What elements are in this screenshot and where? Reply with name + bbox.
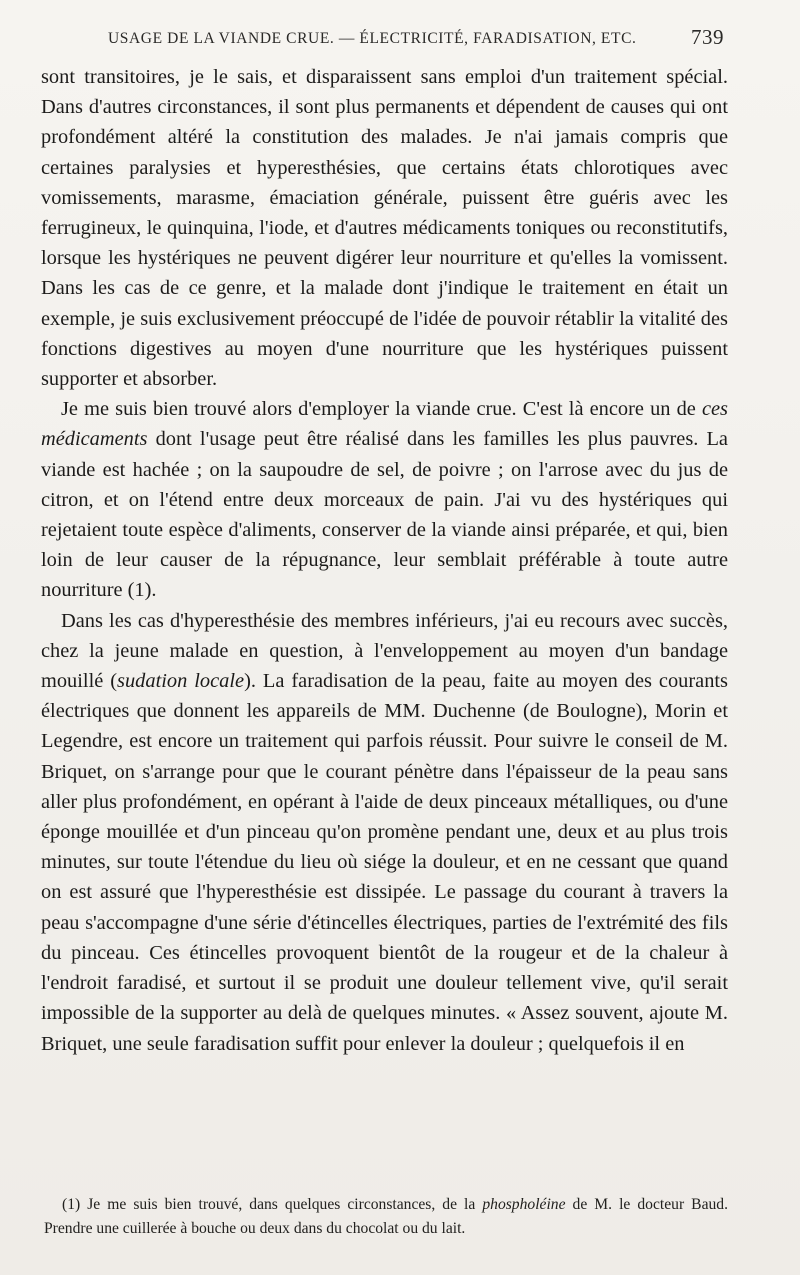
paragraph-3-emphasis: sudation locale: [117, 670, 245, 693]
running-title: USAGE DE LA VIANDE CRUE. — ÉLECTRICITÉ, FARADISATION, ETC.: [108, 30, 637, 47]
page-number: 739: [691, 25, 724, 49]
footnote-text-b: de M. le docteur Baud. Prendre une cuillerée à bouche ou deux dans du chocolat ou du lait.: [44, 1196, 728, 1237]
footnote-text-a: (1) Je me suis bien trouvé, dans quelques circonstances, de la: [62, 1196, 483, 1213]
footnote-emphasis: phospholéine: [482, 1196, 566, 1213]
paragraph-continuation: [41, 62, 728, 394]
footnote: [44, 1193, 728, 1241]
paragraph-2-text-a: Je me suis bien trouvé alors d'employer la viande crue. C'est là encore un de: [61, 398, 702, 421]
paragraph-3-text-b: ). La faradisation de la peau, faite au moyen des courants électriques que donnent les appareils de MM. Duchenne (de Boulogne), Morin et Legendre, est encore un traitement qui parfois réussit. Pour suivre le conseil de M. Briquet, on s'arrange pour que le courant pénètre dans l'épaisseur de la peau sans aller plus profondément, en opérant à l'aide de deux pinceaux métalliques, ou d'une éponge mouillée et d'un pinceau qu'on promène pendant une, deux et au plus trois minutes, sur toute l'étendue du lieu où siége la douleur, et en ne cessant que quand on est assuré que l'hyperesthésie est dissipée. Le passage du courant à travers la peau s'accompagne d'une série d'étincelles électriques, parties de l'extrémité des fils du pinceau. Ces étincelles provoquent bientôt de la rougeur et de la chaleur à l'endroit faradisé, et surtout il se produit une douleur tellement vive, qu'il serait impossible de la supporter au delà de quelques minutes. « Assez souvent, ajoute M. Briquet, une seule faradisation suffit pour enlever la douleur ; quelquefois il en: [41, 670, 728, 1055]
body-text: [41, 62, 728, 1059]
paragraph-2-text-b: dont l'usage peut être réalisé dans les familles les plus pauvres. La viande est hachée ; on la saupoudre de sel, de poivre ; on l'arrose avec du jus de citron, et on l'étend entre deux morceaux de pain. J'ai vu des hystériques qui rejetaient toute espèce d'aliments, conserver de la viande ainsi préparée, et qui, bien loin de leur causer de la répugnance, leur semblait préférable à toute autre nourriture (1).: [41, 428, 728, 602]
paragraph-1-text: sont transitoires, je le sais, et disparaissent sans emploi d'un traitement spécial. Dans d'autres circonstances, il sont plus permanents et dépendent de causes qui ont profondément altéré la constitution des malades. Je n'ai jamais compris que certaines paralysies et hyperesthésies, que certains états chlorotiques avec vomissements, marasme, émaciation générale, puissent être guéris avec les ferrugineux, le quinquina, l'iode, et d'autres médicaments toniques ou reconstitutifs, lorsque les hystériques ne peuvent digérer leur nourriture et qu'elles la vomissent. Dans les cas de ce genre, et la malade dont j'indique le traitement en était un exemple, je suis exclusivement préoccupé de l'idée de pouvoir rétablir la vitalité des fonctions digestives au moyen d'une nourriture que les hystériques puissent supporter et absorber.: [41, 66, 728, 391]
paragraph-raw-meat: [41, 394, 728, 605]
paragraph-3-text-a: Dans les cas d'hyperesthésie des membres inférieurs, j'ai eu recours avec succès, chez la jeune malade en question, à l'enveloppement au moyen d'un bandage mouillé (: [41, 609, 728, 693]
paragraph-faradisation: [41, 606, 728, 1059]
paragraph-2-emphasis: ces médicaments: [41, 398, 728, 451]
running-head: [108, 25, 724, 52]
footnote-separator: [44, 1170, 724, 1171]
